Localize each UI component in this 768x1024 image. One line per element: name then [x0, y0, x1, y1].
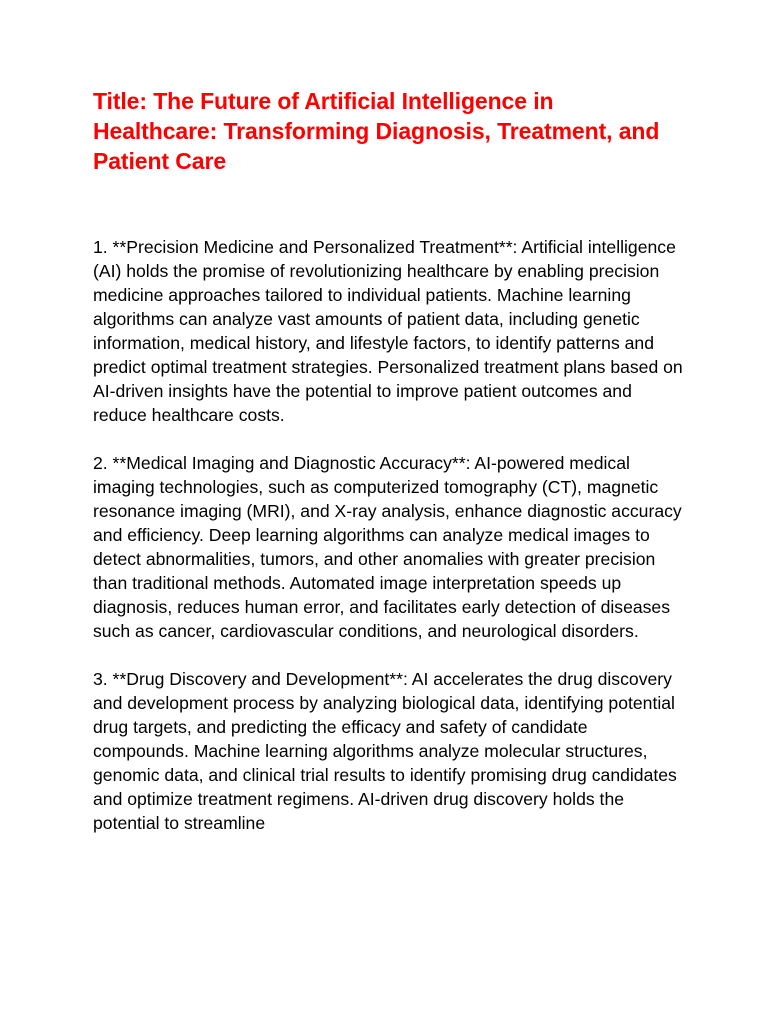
paragraph-medical-imaging: 2. **Medical Imaging and Diagnostic Accuracy**: AI-powered medical imaging technologies, such as computerized tomography (CT), magnetic resonance imaging (MRI), and X-ray analysis, enhance diagnostic accuracy and efficiency. Deep learning algorithms can analyze medical images to detect abnormalities, tumors, and other anomalies with greater precision than traditional methods. Automated image interpretation speeds up diagnosis, reduces human error, and facilitates early detection of diseases such as cancer, cardiovascular conditions, and neurological disorders. [93, 453, 682, 641]
document-title: Title: The Future of Artificial Intelligence in Healthcare: Transforming Diagnosis, Treatment, and Patient Care [93, 88, 660, 174]
paragraph-drug-discovery: 3. **Drug Discovery and Development**: AI accelerates the drug discovery and development process by analyzing biological data, identifying potential drug targets, and predicting the efficacy and safety of candidate compounds. Machine learning algorithms analyze molecular structures, genomic data, and clinical trial results to identify promising drug candidates and optimize treatment regimens. AI-driven drug discovery holds the potential to streamline [93, 669, 677, 833]
paragraph-precision-medicine: 1. **Precision Medicine and Personalized Treatment**: Artificial intelligence (AI) holds the promise of revolutionizing healthcare by enabling precision medicine approaches tailored to individual patients. Machine learning algorithms can analyze vast amounts of patient data, including genetic information, medical history, and lifestyle factors, to identify patterns and predict optimal treatment strategies. Personalized treatment plans based on AI-driven insights have the potential to improve patient outcomes and reduce healthcare costs. [93, 237, 683, 425]
document-page [93, 86, 683, 835]
